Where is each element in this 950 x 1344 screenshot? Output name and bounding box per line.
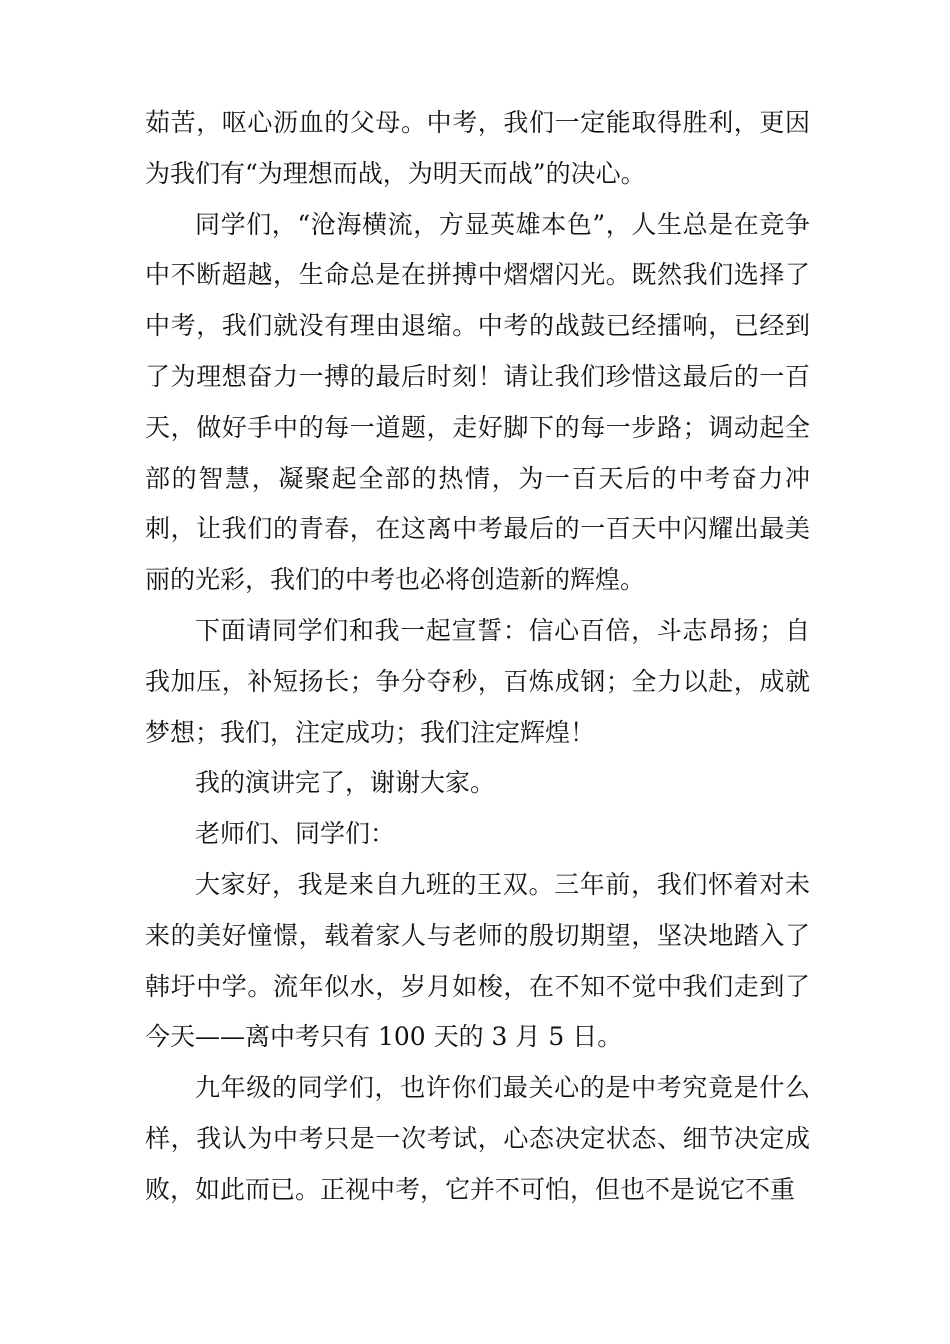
paragraph-6: 大家好，我是来自九班的王双。三年前，我们怀着对未来的美好憧憬，载着家人与老师的殷切期望，坚决地踏入了韩圩中学。流年似水，岁月如梭，在不知不觉中我们走到了今天——离中考只有 100 天的 3 月 5 日。	[145, 869, 810, 1052]
paragraph-7: 九年级的同学们，也许你们最关心的是中考究竟是什么样，我认为中考只是一次考试，心态决定状态、细节决定成败，如此而已。正视中考，它并不可怕，但也不是说它不重	[145, 1073, 810, 1204]
paragraph-3: 下面请同学们和我一起宣誓：信心百倍，斗志昂扬；自我加压，补短扬长；争分夺秒，百炼成钢；全力以赴，成就梦想；我们，注定成功；我们注定辉煌！	[145, 615, 810, 747]
paragraph-5: 老师们、同学们：	[195, 819, 396, 849]
document-body	[145, 98, 810, 1216]
paragraph-1: 茹苦，呕心沥血的父母。中考，我们一定能取得胜利，更因为我们有“为理想而战，为明天而战”的决心。	[145, 108, 810, 188]
paragraph-4: 我的演讲完了，谢谢大家。	[195, 768, 496, 798]
paragraph-2: 同学们，“沧海横流，方显英雄本色”，人生总是在竞争中不断超越，生命总是在拼搏中熠熠闪光。既然我们选择了中考，我们就没有理由退缩。中考的战鼓已经擂响，已经到了为理想奋力一搏的最后时刻！请让我们珍惜这最后的一百天，做好手中的每一道题，走好脚下的每一步路；调动起全部的智慧，凝聚起全部的热情，为一百天后的中考奋力冲刺，让我们的青春，在这离中考最后的一百天中闪耀出最美丽的光彩，我们的中考也必将创造新的辉煌。	[145, 209, 810, 595]
